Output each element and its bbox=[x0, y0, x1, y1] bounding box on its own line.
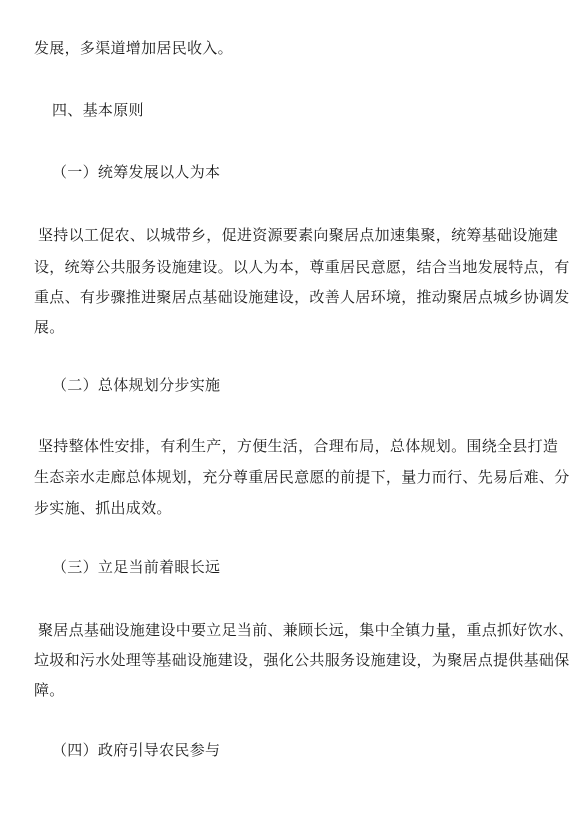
subsection-heading: （四）政府引导农民参与 bbox=[52, 741, 221, 759]
paragraph-line: 发展，多渠道增加居民收入。 bbox=[34, 39, 233, 57]
paragraph-line: 聚居点基础设施建设中要立足当前、兼顾长远，集中全镇力量，重点抓好饮水、 bbox=[38, 621, 574, 639]
paragraph-line: 生态亲水走廊总体规划，充分尊重居民意愿的前提下，量力而行、先易后难、分 bbox=[34, 468, 570, 486]
paragraph-line: 坚持以工促农、以城带乡，促进资源要素向聚居点加速集聚，统筹基础设施建 bbox=[38, 226, 559, 244]
paragraph-line: 设，统筹公共服务设施建设。以人为本，尊重居民意愿，结合当地发展特点，有 bbox=[34, 258, 570, 276]
subsection-heading: （一）统筹发展以人为本 bbox=[52, 163, 221, 181]
paragraph-line: 展。 bbox=[34, 318, 65, 336]
subsection-heading: （二）总体规划分步实施 bbox=[52, 376, 221, 394]
paragraph-line: 坚持整体性安排，有利生产，方便生活，合理布局，总体规划。围绕全县打造 bbox=[38, 437, 559, 455]
paragraph-line: 垃圾和污水处理等基础设施建设，强化公共服务设施建设，为聚居点提供基础保 bbox=[34, 651, 570, 669]
paragraph-line: 步实施、抓出成效。 bbox=[34, 499, 172, 517]
section-heading: 四、基本原则 bbox=[52, 101, 144, 119]
paragraph-line: 重点、有步骤推进聚居点基础设施建设，改善人居环境，推动聚居点城乡协调发 bbox=[34, 288, 570, 306]
paragraph-line: 障。 bbox=[34, 681, 65, 699]
subsection-heading: （三）立足当前着眼长远 bbox=[52, 558, 221, 576]
